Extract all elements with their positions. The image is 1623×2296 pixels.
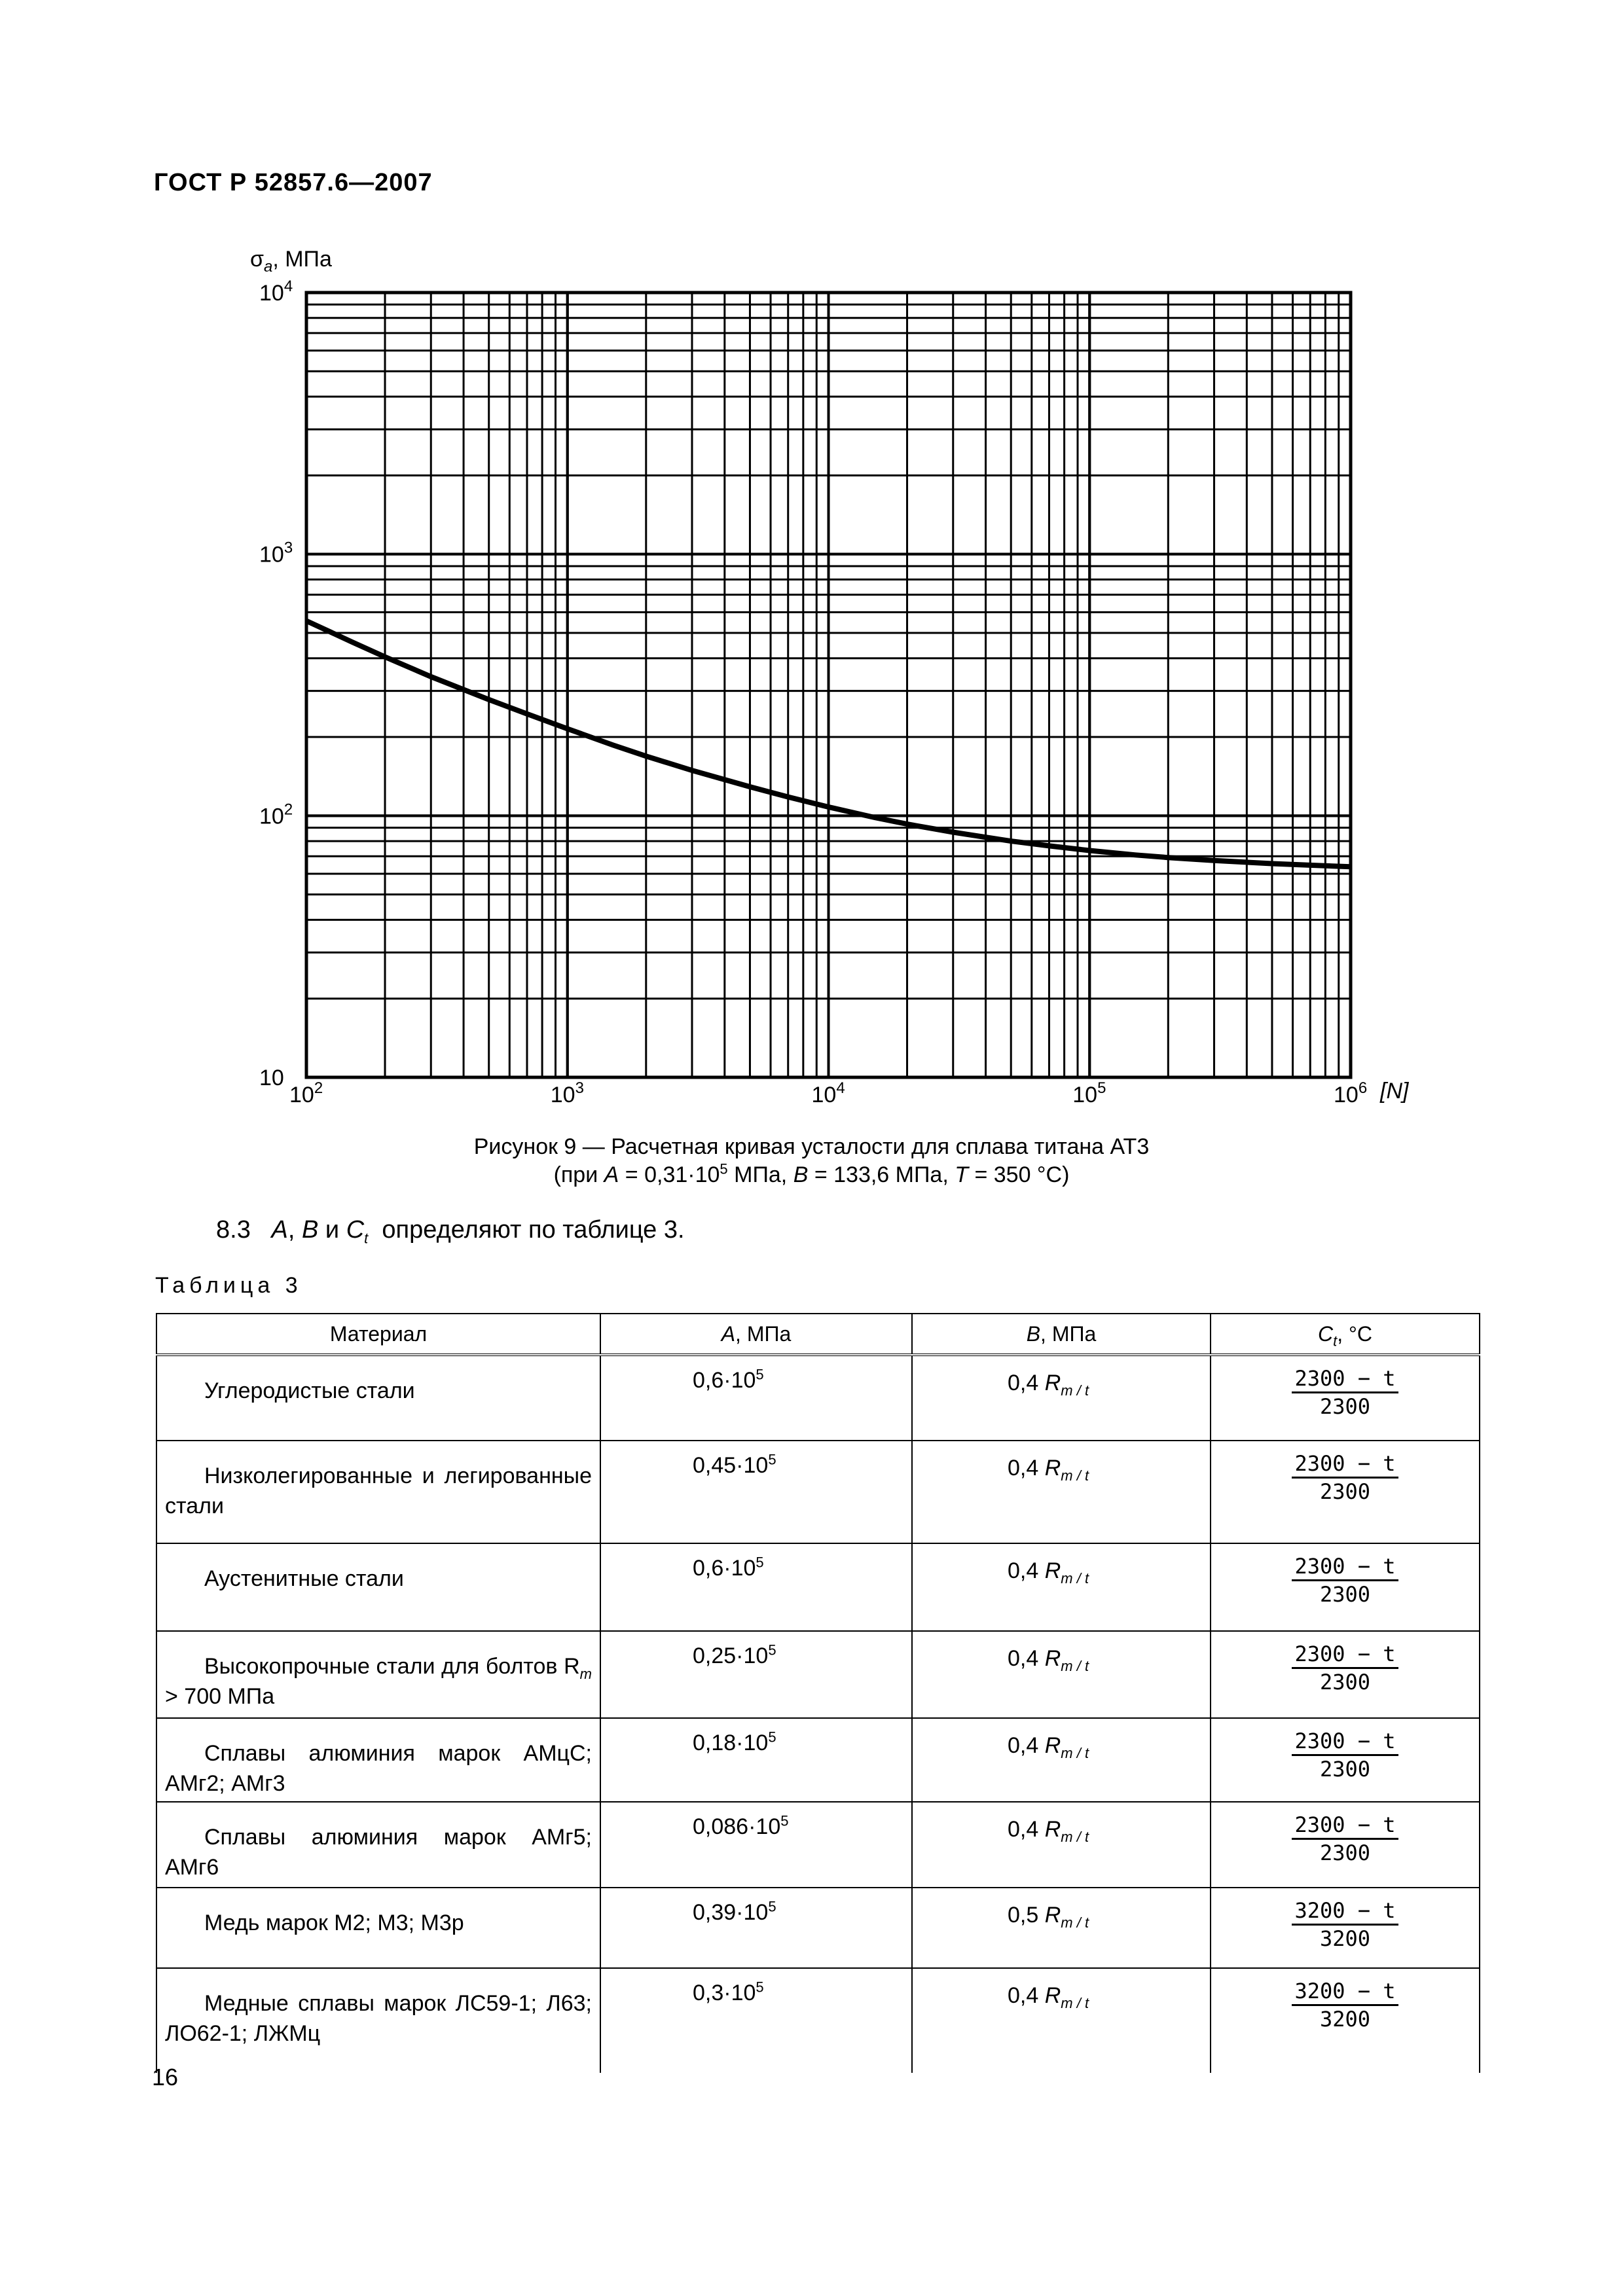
cell-material: Низколегированные и легированные стали <box>156 1441 600 1543</box>
x-axis-unit: [N] <box>1380 1079 1409 1103</box>
cell-b: 0,4 $R_{m / t}$ <box>912 1355 1211 1441</box>
table-row <box>156 1968 1480 2073</box>
fatigue-curve-chart <box>0 0 1623 1126</box>
y-tick-label: $10^3$ <box>259 539 293 567</box>
chart-grid <box>306 293 1351 1077</box>
header-b: B, МПа <box>912 1314 1211 1355</box>
cell-a: $0,6\cdot 10^5$ <box>600 1543 912 1631</box>
cell-a: $0,45\cdot 10^5$ <box>600 1441 912 1543</box>
cell-material: Аустенитные стали <box>156 1543 600 1631</box>
cell-c: 2300 − t 2300 <box>1211 1802 1480 1888</box>
cell-c: 2300 − t 2300 <box>1211 1631 1480 1718</box>
materials-table <box>156 1313 1480 2073</box>
cell-b: 0,4 $R_{m / t}$ <box>912 1718 1211 1802</box>
figure-caption: Рисунок 9 — Расчетная кривая усталости для сплава титана АТ3 <box>473 1134 1150 1159</box>
y-tick-label: $10^4$ <box>259 278 293 306</box>
cell-material: Углеродистые стали <box>156 1355 600 1441</box>
y-axis-label: $\sigma_a$, МПа <box>250 247 332 276</box>
cell-material: Сплавы алюминия марок АМцС; АМг2; АМг3 <box>156 1718 600 1802</box>
y-tick-label: $10^2$ <box>259 800 293 829</box>
paragraph-8-3: 8.3 A, B и $C_t$ определяют по таблице 3. <box>216 1216 685 1247</box>
cell-c: 2300 − t 2300 <box>1211 1543 1480 1631</box>
x-tick-label: $10^2$ <box>289 1079 323 1107</box>
header-c: $C_t$, °С <box>1211 1314 1480 1355</box>
x-tick-label: $10^4$ <box>811 1079 845 1107</box>
cell-c: 3200 − t 3200 <box>1211 1888 1480 1968</box>
x-tick-label: $10^6$ <box>1334 1079 1368 1107</box>
cell-c: 2300 − t 2300 <box>1211 1718 1480 1802</box>
cell-a: $0,6\cdot 10^5$ <box>600 1355 912 1441</box>
cell-a: $0,086\cdot 10^5$ <box>600 1802 912 1888</box>
cell-a: $0,18\cdot 10^5$ <box>600 1718 912 1802</box>
x-tick-label: $10^5$ <box>1072 1079 1106 1107</box>
cell-b: 0,4 $R_{m / t}$ <box>912 1802 1211 1888</box>
cell-b: 0,5 $R_{m / t}$ <box>912 1888 1211 1968</box>
cell-c: 2300 − t 2300 <box>1211 1441 1480 1543</box>
table-header-row <box>156 1314 1480 1355</box>
cell-b: 0,4 $R_{m / t}$ <box>912 1441 1211 1543</box>
cell-material: Высокопрочные стали для болтов $R_m > 700$ МПа <box>156 1631 600 1718</box>
table-row <box>156 1718 1480 1802</box>
cell-material: Сплавы алюминия марок АМг5; АМг6 <box>156 1802 600 1888</box>
table-label: Таблица 3 <box>155 1273 302 1298</box>
table-row <box>156 1802 1480 1888</box>
cell-b: 0,4 $R_{m / t}$ <box>912 1631 1211 1718</box>
header-material: Материал <box>156 1314 600 1355</box>
x-tick-label: $10^3$ <box>550 1079 584 1107</box>
cell-c: 3200 − t 3200 <box>1211 1968 1480 2073</box>
cell-material: Медные сплавы марок ЛС59-1; Л63; ЛО62-1; ЛЖМц <box>156 1968 600 2073</box>
cell-c: 2300 − t 2300 <box>1211 1355 1480 1441</box>
header-a: A, МПа <box>600 1314 912 1355</box>
table-row <box>156 1355 1480 1441</box>
chart-tick-labels <box>259 278 1367 1107</box>
y-tick-label: 10 <box>259 1066 284 1090</box>
document-header: ГОСТ Р 52857.6—2007 <box>154 169 433 196</box>
cell-a: $0,3\cdot 10^5$ <box>600 1968 912 2073</box>
table-row <box>156 1631 1480 1718</box>
page-number: 16 <box>152 2064 179 2090</box>
cell-a: $0,25\cdot 10^5$ <box>600 1631 912 1718</box>
cell-b: 0,4 $R_{m / t}$ <box>912 1543 1211 1631</box>
figure-caption-params: (при $A = 0,31\cdot 10^5$ МПа, B = 133,6 МПа, T = 350 °С) <box>553 1160 1070 1187</box>
cell-b: 0,4 $R_{m / t}$ <box>912 1968 1211 2073</box>
cell-material: Медь марок М2; М3; М3р <box>156 1888 600 1968</box>
table-row <box>156 1888 1480 1968</box>
table-row <box>156 1441 1480 1543</box>
cell-a: $0,39\cdot 10^5$ <box>600 1888 912 1968</box>
table-row <box>156 1543 1480 1631</box>
